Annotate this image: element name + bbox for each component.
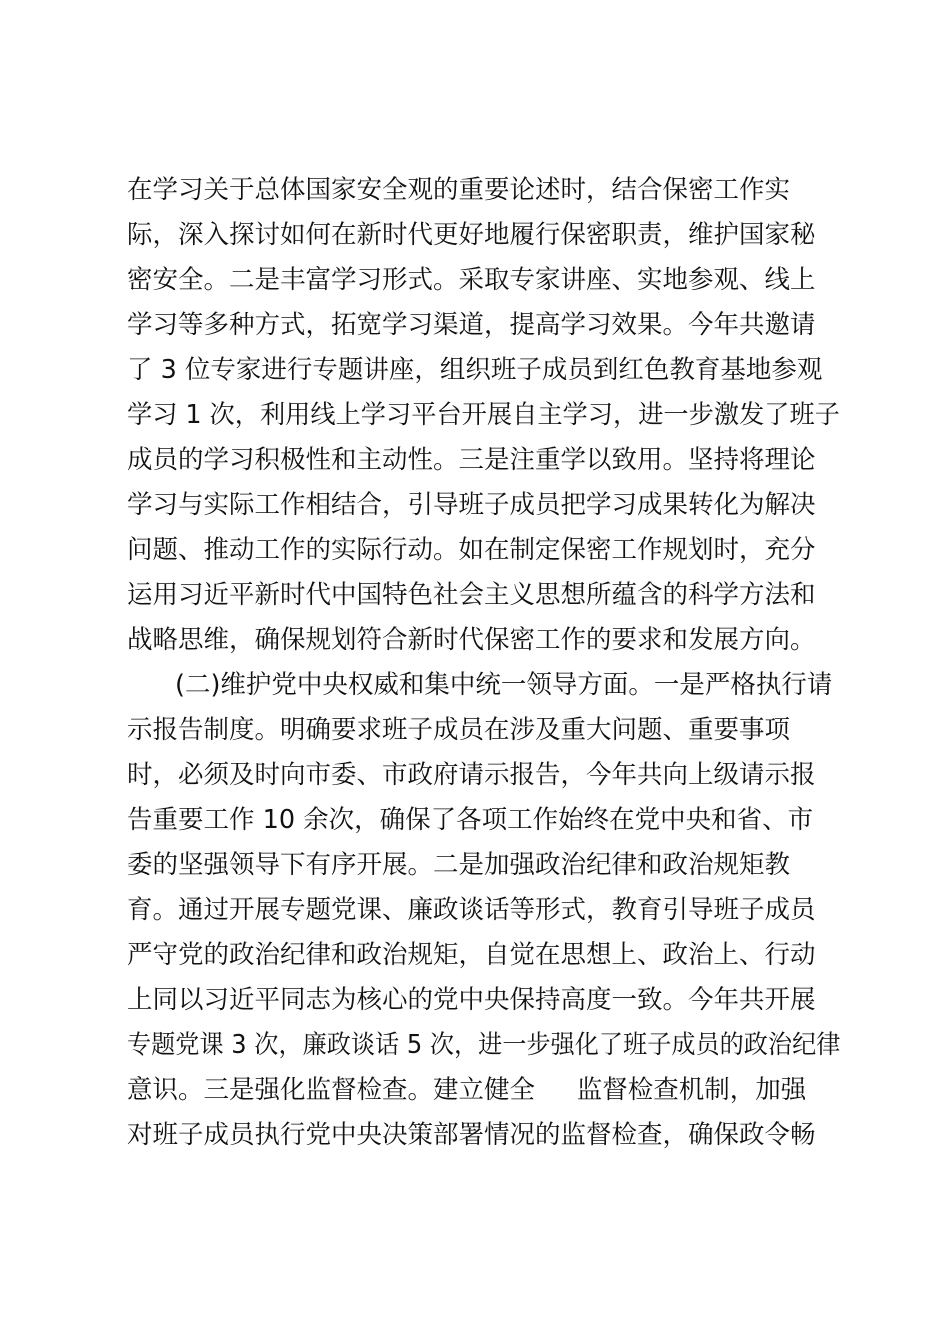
text-line: 意识。三是强化监督检查。建立健全 监督检查机制，加强 bbox=[127, 1075, 807, 1105]
text-line: 上同以习近平同志为核心的党中央保持高度一致。今年共开展 bbox=[127, 985, 816, 1015]
text-line: 成员的学习积极性和主动性。三是注重学以致用。坚持将理论 bbox=[127, 445, 816, 475]
text-line: 学习等多种方式，拓宽学习渠道，提高学习效果。今年共邀请 bbox=[127, 310, 816, 340]
text-line: 时，必须及时向市委、市政府请示报告，今年共向上级请示报 bbox=[127, 760, 816, 790]
text-line: 示报告制度。明确要求班子成员在涉及重大问题、重要事项 bbox=[127, 715, 791, 745]
text-line: 问题、推动工作的实际行动。如在制定保密工作规划时，充分 bbox=[127, 535, 816, 565]
text-line: 严守党的政治纪律和政治规矩，自觉在思想上、政治上、行动 bbox=[127, 940, 816, 970]
text-line: 学习与实际工作相结合，引导班子成员把学习成果转化为解决 bbox=[127, 490, 816, 520]
text-line: 告重要工作 10 余次，确保了各项工作始终在党中央和省、市 bbox=[127, 805, 814, 835]
text-line: 委的坚强领导下有序开展。二是加强政治纪律和政治规矩教 bbox=[127, 850, 791, 880]
text-line: 际，深入探讨如何在新时代更好地履行保密职责，维护国家秘 bbox=[127, 220, 816, 250]
text-line: 对班子成员执行党中央决策部署情况的监督检查，确保政令畅 bbox=[127, 1120, 816, 1150]
text-line: 在学习关于总体国家安全观的重要论述时，结合保密工作实 bbox=[127, 175, 791, 205]
text-line: 学习 1 次，利用线上学习平台开展自主学习，进一步激发了班子 bbox=[127, 400, 840, 430]
text-line: 密安全。二是丰富学习形式。采取专家讲座、实地参观、线上 bbox=[127, 265, 816, 295]
text-line: 运用习近平新时代中国特色社会主义思想所蕴含的科学方法和 bbox=[127, 580, 816, 610]
text-line: 专题党课 3 次，廉政谈话 5 次，进一步强化了班子成员的政治纪律 bbox=[127, 1030, 841, 1060]
text-line: 了 3 位专家进行专题讲座，组织班子成员到红色教育基地参观 bbox=[127, 355, 823, 385]
text-line: 育。通过开展专题党课、廉政谈话等形式，教育引导班子成员 bbox=[127, 895, 816, 925]
section-heading-line: (二)维护党中央权威和集中统一领导方面。一是严格执行请 bbox=[175, 670, 833, 700]
text-line: 战略思维，确保规划符合新时代保密工作的要求和发展方向。 bbox=[127, 625, 816, 655]
